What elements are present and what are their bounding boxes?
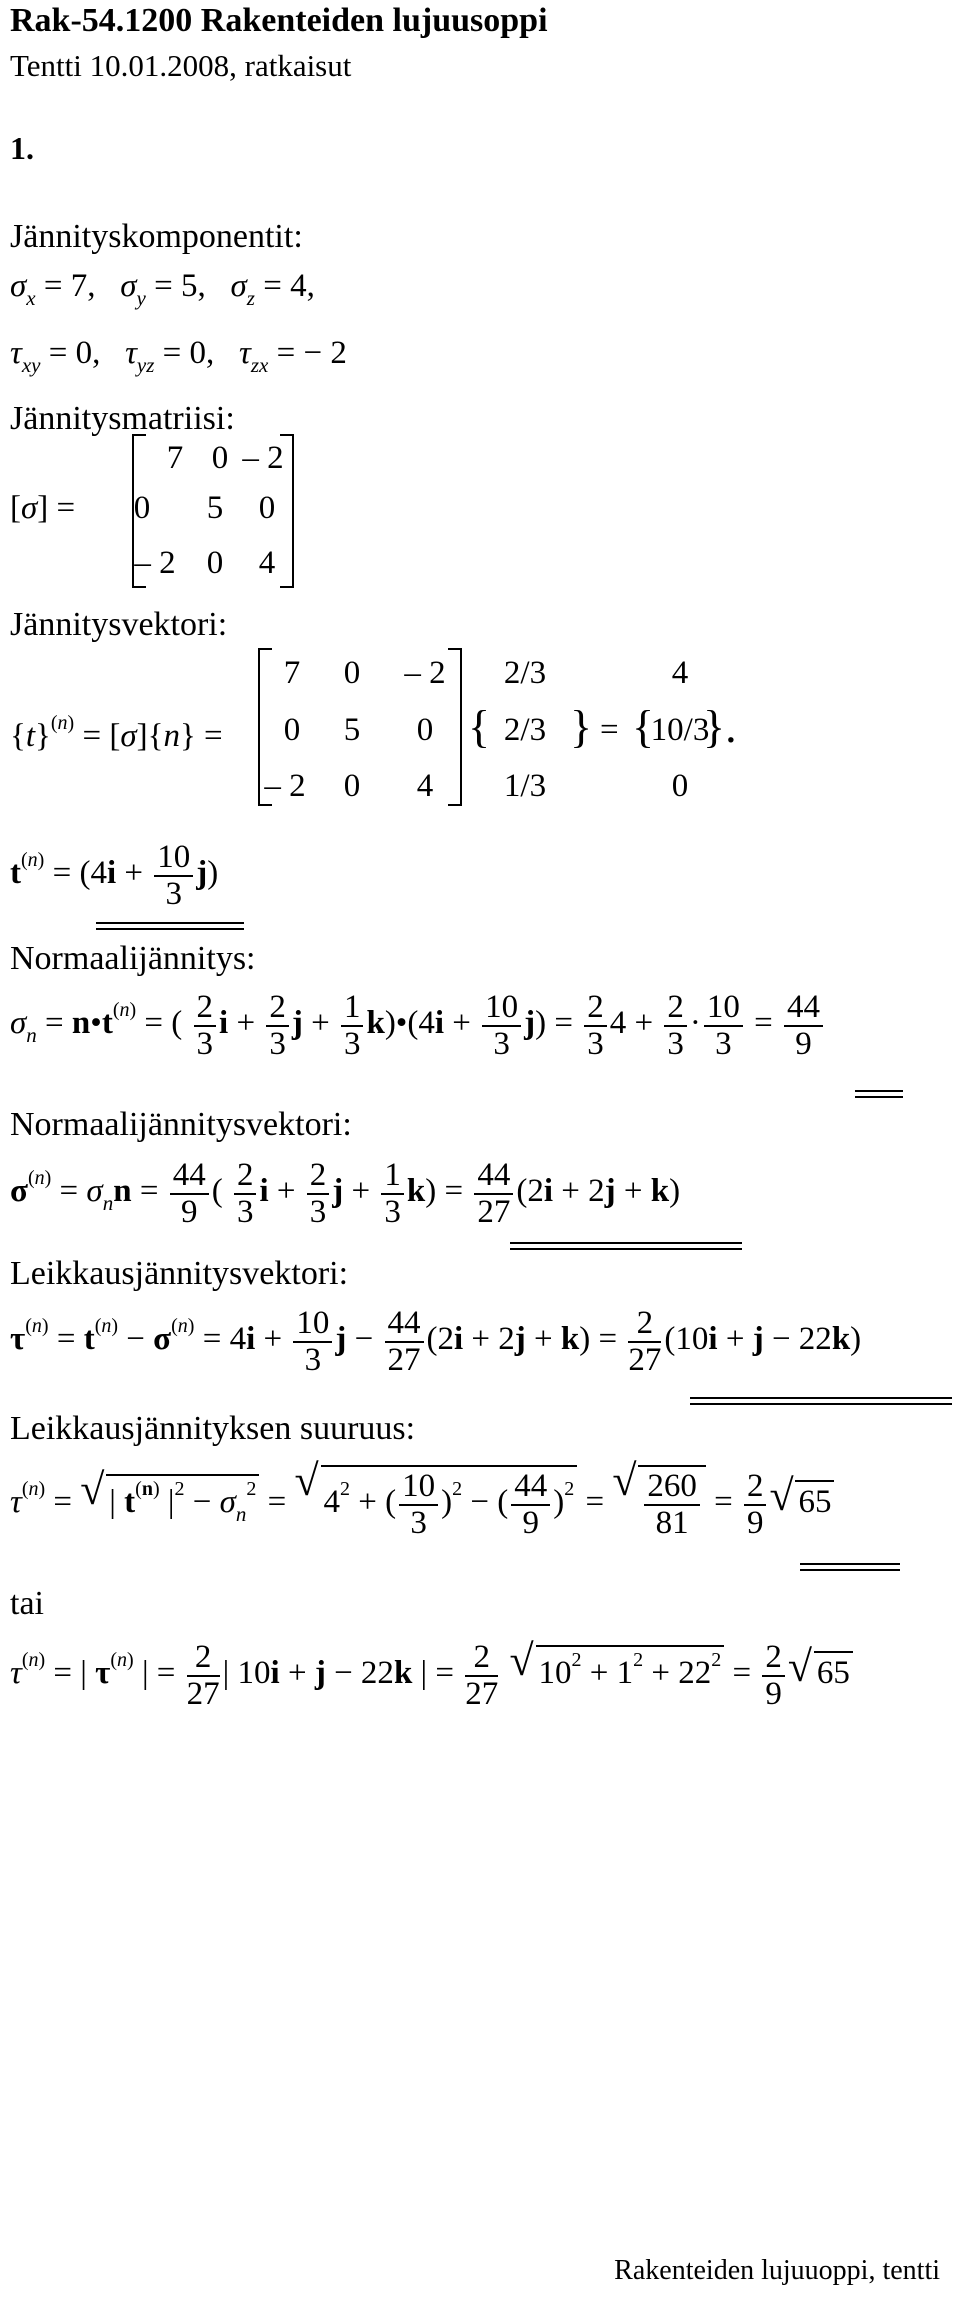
matrix-cell: 7: [166, 440, 184, 476]
brace-left: {: [632, 701, 655, 752]
vector-cell: 0: [671, 768, 689, 804]
label-vector: Jännitysvektori:: [10, 606, 228, 643]
vector-cell: 2/3: [503, 655, 547, 691]
label-normal-vector: Normaalijännitysvektori:: [10, 1106, 352, 1143]
matrix-cell: 4: [258, 545, 276, 581]
brace-right: }: [570, 701, 593, 752]
sigma-components: $\sigma_x = 7$, $\sigma_y = 5$, $\sigma_z = 4$,: [10, 268, 315, 310]
matrix-cell: 0: [206, 545, 224, 581]
matrix-cell: 5: [206, 490, 224, 526]
matrix-cell: 0: [343, 655, 361, 691]
traction-lhs: $\{t\}^{(n)} = [\sigma]\{n\}$ =: [10, 712, 223, 754]
label-shear-vector: Leikkausjännitysvektori:: [10, 1255, 349, 1292]
matrix-cell: 4: [416, 768, 434, 804]
matrix-cell: 0: [258, 490, 276, 526]
matrix-cell: – 2: [404, 655, 446, 691]
page-footer: Rakenteiden lujuuoppi, tentti: [614, 2255, 940, 2286]
tau-components: $\tau_{xy} = 0$, $\tau_{yz} = 0$, $\tau_{zx}$ = − 2: [10, 335, 347, 377]
matrix-cell: 0: [283, 712, 301, 748]
shear-magnitude-alt-equation: $\tau^{(n)}$ = | $\tau^{(n)}$ | = $\frac{2}{27}$ | 10i + j − 22k | = $\frac{2}{27}$ √ $10^2 + 1^2 + 22^2$ = $\frac{2}{9}$ √ 65: [10, 1640, 853, 1711]
matrix-cell: 7: [283, 655, 301, 691]
label-shear-magnitude: Leikkausjännityksen suuruus:: [10, 1410, 416, 1447]
result-underline: [96, 922, 244, 930]
section-number: 1.: [10, 130, 34, 166]
brace-left: {: [468, 701, 491, 752]
equals-sign: =: [600, 712, 619, 748]
matrix-cell: 0: [343, 768, 361, 804]
label-normal-stress: Normaalijännitys:: [10, 940, 256, 977]
vector-cell: 4: [671, 655, 689, 691]
vector-cell: 2/3: [503, 712, 547, 748]
normal-vector-equation: $\sigma^{(n)} = \sigma_nn$ = $\frac{44}{9}$ ( $\frac{2}{3}$ i + $\frac{2}{3}$ j + $\frac{1}{3}$ k) = $\frac{44}{27}$ (2i + 2j + k): [10, 1157, 681, 1230]
brace-right: }.: [703, 701, 737, 752]
matrix-cell: 0: [416, 712, 434, 748]
result-underline: [510, 1242, 742, 1250]
matrix-cell: 0: [211, 440, 229, 476]
result-underline: [855, 1090, 903, 1098]
result-underline: [690, 1397, 952, 1405]
label-matrix: Jännitysmatriisi:: [10, 400, 235, 437]
vector-cell: 10/3: [650, 712, 710, 748]
matrix-cell: 5: [343, 712, 361, 748]
shear-vector-equation: $\tau^{(n)} = t^{(n)} - \sigma^{(n)} = 4i$ + $\frac{10}{3}$ j − $\frac{44}{27}$ (2i + 2j + k) = $\frac{2}{27}$ (10i + j − 22k): [10, 1305, 862, 1378]
matrix-cell: – 2: [134, 545, 176, 581]
label-components: Jännityskomponentit:: [10, 218, 303, 255]
page-title: Rak-54.1200 Rakenteiden lujuusoppi: [10, 2, 548, 39]
vector-cell: 1/3: [503, 768, 547, 804]
shear-magnitude-equation: $\tau^{(n)}$ = √ | $t^{(n)}$ $|^2 - \sigma_n^2$ = √ $4^2$ + ( $\frac{10}{3}$ )$^2$ − ( $\frac{44}{9}$ )$^2$ = √ $\frac{260}{81}$ = $\frac{2}{9}$ √ 65: [10, 1465, 834, 1540]
traction-vector-form: $t^{(n)} = (4i$ + $\frac{10}{3}$ j): [10, 839, 219, 912]
matrix-cell: 0: [133, 490, 151, 526]
page-subtitle: Tentti 10.01.2008, ratkaisut: [10, 48, 352, 83]
label-or: tai: [10, 1585, 44, 1622]
normal-stress-equation: $\sigma_n$ = $n•t^{(n)}$ = ( $\frac{2}{3}$ i + $\frac{2}{3}$ j + $\frac{1}{3}$ k)•(4i + $\frac{10}{3}$ j) = $\frac{2}{3}$ 4 + $\frac{2}{3}$ · $\frac{10}{3}$ = $\frac{44}{9}$: [10, 990, 826, 1061]
matrix-cell: – 2: [242, 440, 284, 476]
sigma-matrix-lhs: [σ] =: [10, 490, 76, 526]
result-underline: [800, 1563, 900, 1571]
matrix-cell: – 2: [264, 768, 306, 804]
